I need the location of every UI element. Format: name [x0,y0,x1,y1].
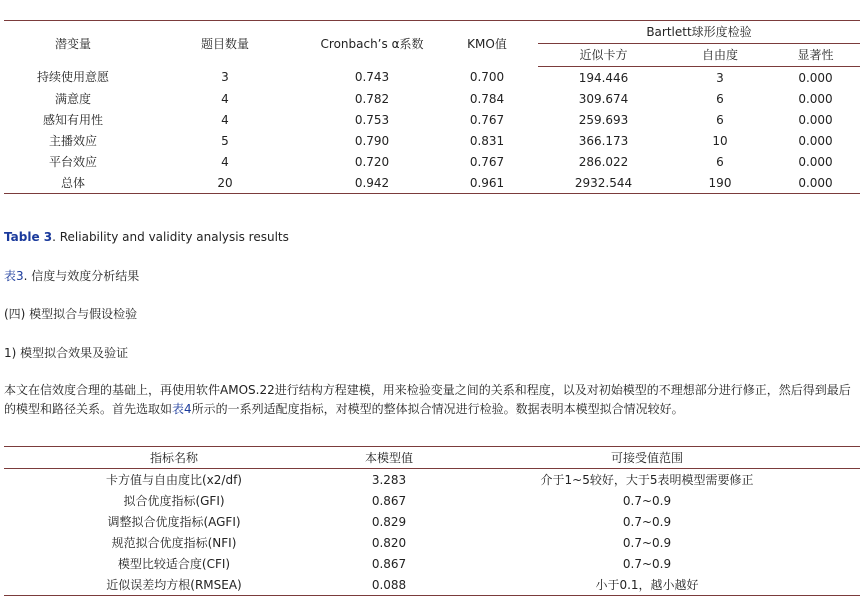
table-cell: 3 [716,70,724,85]
table-cell: 感知有用性 [42,112,103,127]
table-cell: 0.782 [354,91,390,106]
table-cell: 0.000 [798,175,833,190]
table-cell: 0.867 [371,556,407,571]
table-cell: 0.7~0.9 [622,556,672,571]
caption-label-cn[interactable]: 表3 [4,269,24,283]
table-cell: 0.753 [354,112,390,127]
table-row [4,469,860,491]
header-index-name: 指标名称 [4,447,344,469]
table-cell: 194.446 [578,70,629,85]
table-cell: 0.767 [469,154,505,169]
table-row [4,88,860,109]
table-cell: 0.743 [354,70,390,85]
caption-label-en: Table 3 [4,230,53,244]
table-cell: 0.767 [469,112,505,127]
table-cell: 0.7~0.9 [622,535,672,550]
header-item-count: 题目数量 [200,36,249,51]
table-cell: 0.831 [469,133,505,148]
table-cell: 2932.544 [574,175,633,190]
table-row [4,511,860,532]
table-cell: 平台效应 [48,154,97,169]
table-cell: 0.829 [371,514,407,529]
table-cell: 0.000 [798,133,833,148]
table4-link[interactable]: 表4 [172,402,192,416]
table-cell: 主播效应 [48,133,97,148]
subsection-heading: 1) 模型拟合效果及验证 [4,346,129,360]
table-cell: 模型比较适合度(CFI) [117,556,231,571]
table-cell: 0.961 [469,175,505,190]
table-row [4,532,860,553]
caption-text-cn: . 信度与效度分析结果 [23,269,140,283]
table-cell: 6 [716,91,724,106]
table-cell: 10 [712,133,728,148]
table-cell: 3.283 [371,472,407,487]
table-cell: 小于0.1，越小越好 [595,577,699,592]
table-cell: 4 [221,91,229,106]
table-cell: 0.7~0.9 [622,493,672,508]
table-cell: 4 [221,154,229,169]
table-cell: 0.000 [798,91,833,106]
caption-text-en: . Reliability and validity analysis results [52,230,289,244]
model-fit-table [4,446,860,596]
table-cell: 规范拟合优度指标(NFI) [111,535,237,550]
model-fit-table-body [4,469,860,596]
table-cell: 满意度 [54,91,91,106]
paragraph-text-1: 本文在信效度合理的基础上，再使用软件AMOS.22进行结构方程建模，用来检验变量之间的关系和程度，以及对初始模型的不理想部分进行修正，然后得到最后的模型和路径关系。首先选取如 [4,383,851,416]
reliability-validity-table [4,20,860,194]
table-cell: 总体 [60,175,85,190]
section-heading: (四) 模型拟合与假设检验 [4,307,138,321]
table-cell: 259.693 [578,112,629,127]
table-row [4,67,860,89]
table-cell: 0.790 [354,133,390,148]
header-df: 自由度 [669,44,771,67]
header-significance: 显著性 [771,44,860,67]
table-cell: 拟合优度指标(GFI) [123,493,225,508]
table-cell: 309.674 [578,91,629,106]
table-row [4,151,860,172]
table-row [4,130,860,151]
table-cell: 介于1~5较好，大于5表明模型需要修正 [540,472,754,487]
table-cell: 5 [221,133,229,148]
table3-caption-en [4,230,858,244]
table-cell: 4 [221,112,229,127]
table-cell: 3 [221,70,229,85]
table-cell: 调整拟合优度指标(AGFI) [107,514,241,529]
table-row [4,109,860,130]
table-cell: 0.000 [798,154,833,169]
table-cell: 6 [716,112,724,127]
table-row [4,490,860,511]
body-paragraph [4,381,858,419]
table-cell: 0.942 [354,175,390,190]
header-chi-square: 近似卡方 [538,44,669,67]
table-cell: 0.700 [469,70,505,85]
table-cell: 286.022 [578,154,629,169]
header-cronbach-alpha: Cronbach’s α系数 [320,36,424,51]
table-cell: 卡方值与自由度比(x2/df) [106,472,242,487]
table-cell: 6 [716,154,724,169]
table-row [4,553,860,574]
table-cell: 20 [217,175,233,190]
table-row [4,172,860,194]
table-cell: 0.000 [798,70,833,85]
header-acceptable-range: 可接受值范围 [434,447,860,469]
table3-caption-cn [4,267,858,284]
header-model-value: 本模型值 [344,447,434,469]
table-cell: 0.088 [371,577,407,592]
table-cell: 366.173 [578,133,629,148]
table-cell: 0.7~0.9 [622,514,672,529]
header-latent-variable: 潜变量 [54,36,91,51]
table-cell: 持续使用意愿 [36,70,109,85]
header-kmo: KMO值 [467,36,507,51]
reliability-table-body [4,67,860,194]
header-bartlett-test: Bartlett球形度检验 [538,21,860,44]
table-cell: 0.720 [354,154,390,169]
table-cell: 0.820 [371,535,407,550]
table-cell: 0.867 [371,493,407,508]
table-cell: 190 [708,175,732,190]
table-cell: 0.000 [798,112,833,127]
table-cell: 近似误差均方根(RMSEA) [106,577,242,592]
table-row [4,574,860,596]
paragraph-text-2: 所示的一系列适配度指标，对模型的整体拟合情况进行检验。数据表明本模型拟合情况较好。 [191,402,684,416]
table-cell: 0.784 [469,91,505,106]
